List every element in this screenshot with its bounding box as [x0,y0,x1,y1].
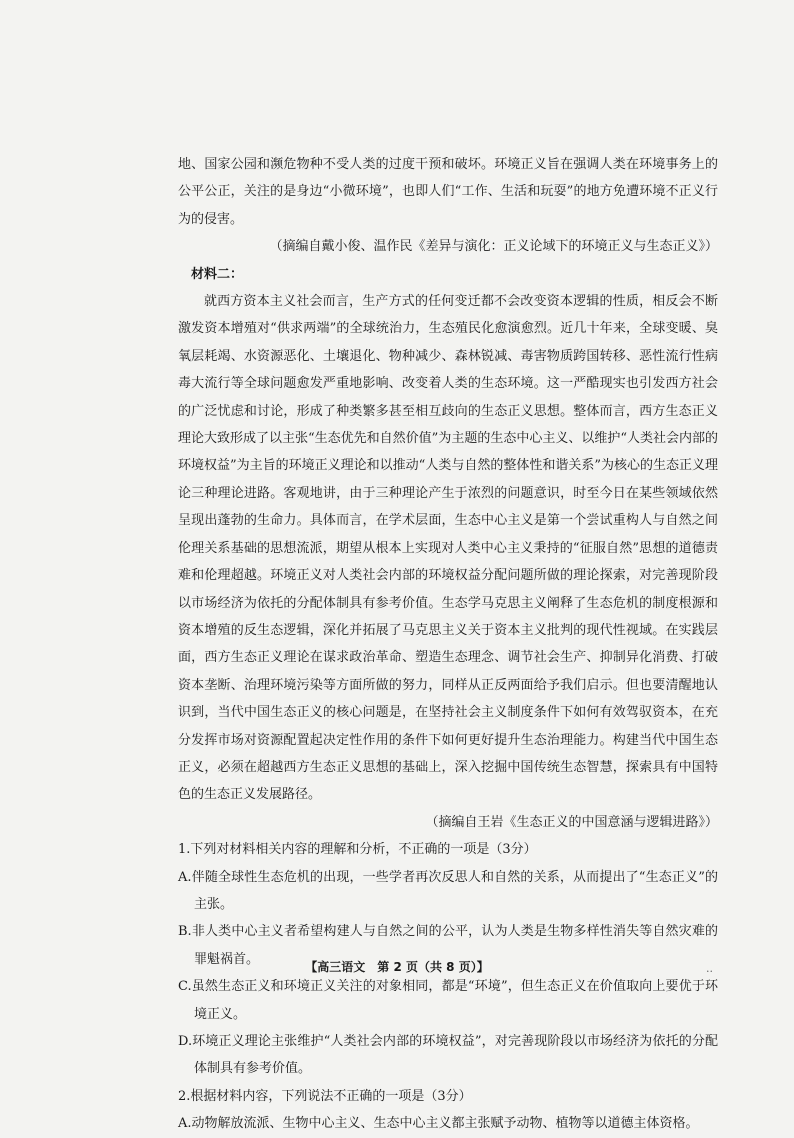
question-1-option-c: C.虽然生态正义和环境正义关注的对象相同，都是“环境”，但生态正义在价值取向上要优于环境正义。 [178,979,718,1022]
material-one-tail: 地、国家公园和濒危物种不受人类的过度干预和破坏。环境正义旨在强调人类在环境事务上的公平公正，关注的是身边“小微环境”，也即人们“工作、生活和玩耍”的地方免遭环境不正义行为的侵害。 [178,157,718,227]
source-citation-two: （摘编自王岩《生态正义的中国意涵与逻辑进路》） [425,814,718,830]
question-1-option-d: D.环境正义理论主张维护“人类社会内部的环境权益”，对完善现阶段以市场经济为依托的分配体制具有参考价值。 [178,1034,718,1077]
material-two-heading: 材料二： [191,266,244,282]
page-footer: 【高三语文 第 2 页（共 8 页）】 [305,960,489,974]
question-1-option-b: B.非人类中心主义者希望构建人与自然之间的公平，认为人类是生物多样性消失等自然灾难的罪魁祸首。 [178,924,718,967]
question-2-option-a: A.动物解放流派、生物中心主义、生态中心主义都主张赋予动物、植物等以道德主体资格。 [178,1116,699,1132]
question-2 [178,1083,718,1138]
question-1-option-a: A.伴随全球性生态危机的出现，一些学者再次反思人和自然的关系，从而提出了“生态正义”的主张。 [178,869,718,912]
source-citation-one: （摘编自戴小俊、温作民《差异与演化：正义论域下的环境正义与生态正义》） [269,239,718,255]
material-two-body: 就西方资本主义社会而言，生产方式的任何变迁都不会改变资本逻辑的性质，相反会不断激发资本增殖对“供求两端”的全球统治力，生态殖民化愈演愈烈。近几十年来，全球变暖、臭氧层耗竭、水资源恶化、土壤退化、物种减少、森林锐减、毒害物质跨国转移、恶性流行性病毒大流行等全球问题愈发严重地影响、改变着人类的生态环境。这一严酷现实也引发西方社会的广泛忧虑和讨论，形成了种类繁多甚至相互歧向的生态正义思想。整体而言，西方生态正义理论大致形成了以主张“生态优先和自然价值”为主题的生态中心主义、以维护“人类社会内部的环境权益”为主旨的环境正义理论和以推动“人类与自然的整体性和谐关系”为核心的生态正义理论三种理论进路。客观地讲，由于三种理论产生于浓烈的问题意识，时至今日在某些领域依然呈现出蓬勃的生命力。具体而言，在学术层面，生态中心主义是第一个尝试重构人与自然之间伦理关系基础的思想流派，期望从根本上实现对人类中心主义秉持的“征服自然”思想的道德责难和伦理超越。环境正义对人类社会内部的环境权益分配问题所做的理论探索，对完善现阶段以市场经济为依托的分配体制具有参考价值。生态学马克思主义阐释了生态危机的制度根源和资本增殖的反生态逻辑，深化并拓展了马克思主义关于资本主义批判的现代性视域。在实践层面，西方生态正义理论在谋求政治革命、塑造生态理念、调节社会生产、抑制异化消费、打破资本垄断、治理环境污染等方面所做的努力，同样从正反两面给予我们启示。但也要清醒地认识到，当代中国生态正义的核心问题是，在坚持社会主义制度条件下如何有效驾驭资本，在充分发挥市场对资源配置起决定性作用的条件下如何更好提升生态治理能力。构建当代中国生态正义，必须在超越西方生态正义思想的基础上，深入挖掘中国传统生态智慧，探索具有中国特色的生态正义发展路径。 [178,294,718,803]
question-2-stem: 2.根据材料内容，下列说法不正确的一项是（3分） [178,1088,472,1104]
page-content [178,151,718,1138]
question-1-stem: 1.下列对材料相关内容的理解和分析，不正确的一项是（3分） [178,842,537,858]
corner-mark: .. [706,962,713,975]
